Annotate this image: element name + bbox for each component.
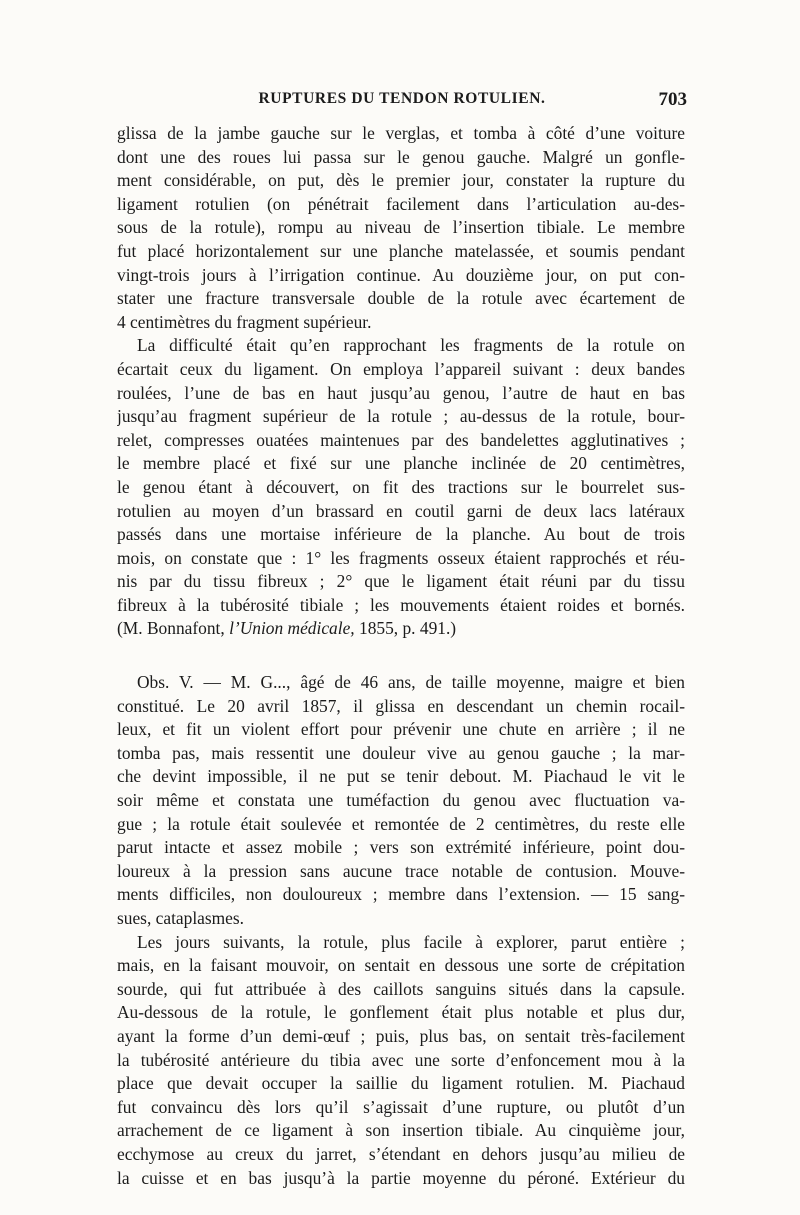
text-line: constitué. Le 20 avril 1857, il glissa en descendant un chemin rocail- bbox=[117, 695, 685, 716]
text-line: Au-dessous de la rotule, le gonflement était plus notable et plus dur, bbox=[117, 1002, 685, 1023]
text-line: rotulien au moyen d’un brassard en coutil garni de deux lacs latéraux bbox=[117, 500, 685, 521]
text-line: place que devait occuper la saillie du ligament rotulien. M. Piachaud bbox=[117, 1073, 685, 1094]
paragraph bbox=[117, 122, 685, 334]
text-line: passés dans une mortaise inférieure de la planche. Au bout de trois bbox=[117, 524, 685, 545]
text-line: arrachement de ce ligament à son insertion tibiale. Au cinquième jour, bbox=[117, 1120, 685, 1141]
text-line: fut placé horizontalement sur une planche matelassée, et soumis pendant bbox=[117, 240, 685, 261]
text-line: la cuisse et en bas jusqu’à la partie moyenne du péroné. Extérieur du bbox=[117, 1167, 685, 1188]
text-line: relet, compresses ouatées maintenues par des bandelettes agglutinatives ; bbox=[117, 429, 685, 450]
running-title: RUPTURES DU TENDON ROTULIEN. bbox=[258, 90, 546, 107]
text-line: nis par du tissu fibreux ; 2° que le ligament était réuni par du tissu bbox=[117, 571, 685, 592]
page-header bbox=[117, 90, 687, 116]
text-line: mois, on constate que : 1° les fragments osseux étaient rapprochés et réu- bbox=[117, 547, 685, 568]
text-line: sues, cataplasmes. bbox=[117, 908, 245, 928]
text-line: tomba pas, mais ressentit une douleur vive au genou gauche ; la mar- bbox=[117, 742, 685, 763]
text-line: fut convaincu dès lors qu’il s’agissait d’une rupture, ou plutôt d’un bbox=[117, 1096, 685, 1117]
text-line: 4 centimètres du fragment supérieur. bbox=[117, 311, 372, 332]
citation-prefix: (M. Bonnafont, bbox=[117, 618, 230, 639]
text-line: mais, en la faisant mouvoir, on sentait en dessous une sorte de crépitation bbox=[117, 955, 685, 976]
text-line: ligament rotulien (on pénétrait facilement dans l’articulation au-des- bbox=[117, 193, 685, 214]
text-line: le genou étant à découvert, on fit des tractions sur le bourrelet sus- bbox=[117, 476, 685, 497]
text-line: gue ; la rotule était soulevée et remontée de 2 centimètres, du reste elle bbox=[117, 813, 685, 834]
text-line: roulées, l’une de bas en haut jusqu’au genou, l’autre de haut en bas bbox=[117, 382, 685, 403]
citation-source: l’Union médicale, bbox=[229, 618, 355, 639]
text-line: écartait ceux du ligament. On employa l’appareil suivant : deux bandes bbox=[117, 358, 685, 379]
page-number: 703 bbox=[658, 89, 687, 110]
citation-line bbox=[117, 617, 685, 641]
text-line: le membre placé et fixé sur une planche inclinée de 20 centimètres, bbox=[117, 453, 685, 474]
body-text bbox=[117, 122, 685, 1190]
text-line: Les jours suivants, la rotule, plus facile à explorer, parut entière ; bbox=[137, 931, 685, 952]
text-line: sourde, qui fut attribuée à des caillots sanguins situés dans la capsule. bbox=[117, 978, 685, 999]
text-line: ecchymose au creux du jarret, s’étendant en dehors jusqu’au milieu de bbox=[117, 1143, 685, 1164]
text-line: parut intacte et assez mobile ; vers son extrémité inférieure, point dou- bbox=[117, 837, 685, 858]
text-line: che devint impossible, il ne put se tenir debout. M. Piachaud le vit le bbox=[117, 766, 685, 787]
text-line: sous de la rotule), rompu au niveau de l’insertion tibiale. Le membre bbox=[117, 217, 685, 238]
text-line: vingt-trois jours à l’irrigation continue. Au douzième jour, on put con- bbox=[117, 264, 685, 285]
text-line: leux, et fit un violent effort pour prévenir une chute en arrière ; il ne bbox=[117, 719, 685, 740]
paragraph bbox=[117, 671, 685, 931]
text-line: ment considérable, on put, dès le premier jour, constater la rupture du bbox=[117, 170, 685, 191]
text-line: dont une des roues lui passa sur le genou gauche. Malgré un gonfle- bbox=[117, 146, 685, 167]
paragraph bbox=[117, 931, 685, 1191]
text-line: ayant la forme d’un demi-œuf ; puis, plus bas, on sentait très-facilement bbox=[117, 1025, 685, 1046]
text-line: Obs. V. — M. G..., âgé de 46 ans, de taille moyenne, maigre et bien bbox=[137, 672, 685, 693]
text-line: soir même et constata une tuméfaction du genou avec fluctuation va- bbox=[117, 790, 685, 811]
paragraph bbox=[117, 334, 685, 641]
text-line: jusqu’au fragment supérieur de la rotule ; au-dessus de la rotule, bour- bbox=[117, 406, 685, 427]
text-line: fibreux à la tubérosité tibiale ; les mouvements étaient roides et bornés. bbox=[117, 594, 685, 615]
text-line: La difficulté était qu’en rapprochant les fragments de la rotule on bbox=[137, 335, 685, 356]
text-line: loureux à la pression sans aucune trace notable de contusion. Mouve- bbox=[117, 860, 685, 881]
text-line: stater une fracture transversale double de la rotule avec écartement de bbox=[117, 288, 685, 309]
text-line: la tubérosité antérieure du tibia avec une sorte d’enfoncement mou à la bbox=[117, 1049, 685, 1070]
text-line: ments difficiles, non douloureux ; membre dans l’extension. — 15 sang- bbox=[117, 884, 685, 905]
section-gap bbox=[117, 641, 685, 671]
citation-suffix: 1855, p. 491.) bbox=[354, 618, 457, 639]
text-line: glissa de la jambe gauche sur le verglas, et tomba à côté d’une voiture bbox=[117, 123, 685, 143]
